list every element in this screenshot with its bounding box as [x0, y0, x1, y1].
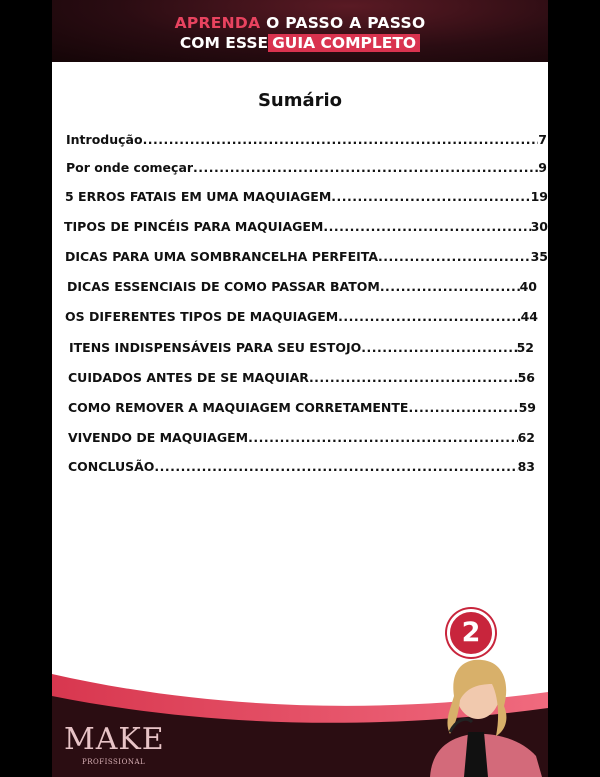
toc-entry[interactable] — [69, 340, 534, 355]
brand-logo — [64, 722, 165, 766]
logo-sub: PROFISSIONAL — [82, 758, 146, 766]
toc-leader — [378, 249, 531, 264]
banner-line-2 — [52, 34, 548, 52]
toc-entry-page: 56 — [517, 370, 535, 385]
toc-entry-page: 59 — [518, 400, 536, 415]
toc-entry-label: DICAS PARA UMA SOMBRANCELHA PERFEITA — [65, 249, 378, 264]
toc-entry[interactable] — [67, 279, 537, 294]
toc-entry-label: Por onde começar — [66, 160, 194, 175]
banner-line-1 — [52, 14, 548, 32]
toc-entry[interactable] — [68, 400, 536, 415]
toc-leader — [338, 309, 520, 324]
toc-leader — [309, 370, 518, 385]
toc-entry-label: CUIDADOS ANTES DE SE MAQUIAR — [68, 370, 309, 385]
toc-entry-page: 52 — [516, 340, 534, 355]
toc-entry-label: CONCLUSÃO — [68, 459, 155, 474]
toc-entry[interactable] — [64, 219, 548, 234]
toc-leader — [323, 219, 530, 234]
toc-leader — [331, 189, 530, 204]
logo-make: MAKE — [64, 722, 165, 757]
toc-entry-label: COMO REMOVER A MAQUIAGEM CORRETAMENTE — [68, 400, 409, 415]
toc-entry-page: 62 — [517, 430, 535, 445]
toc-entry-label: VIVENDO DE MAQUIAGEM — [68, 430, 249, 445]
page-frame — [52, 0, 548, 777]
toc-entry-label: ITENS INDISPENSÁVEIS PARA SEU ESTOJO — [69, 340, 362, 355]
toc-entry[interactable] — [65, 309, 538, 324]
toc-entry[interactable] — [66, 160, 547, 175]
toc-entry[interactable] — [65, 189, 548, 204]
toc-entry-page: 35 — [530, 249, 548, 264]
toc-entry-page: 7 — [538, 132, 547, 147]
toc-entry-page: 30 — [530, 219, 548, 234]
toc-leader — [248, 430, 518, 445]
toc-leader — [143, 132, 539, 147]
toc-leader — [193, 160, 538, 175]
toc-entry[interactable] — [66, 132, 547, 147]
toc-entry[interactable] — [68, 459, 535, 474]
header-banner — [52, 0, 548, 62]
toc-entry[interactable] — [68, 370, 535, 385]
banner-highlight: GUIA COMPLETO — [268, 34, 420, 52]
toc-leader — [154, 459, 517, 474]
toc-entry-label: DICAS ESSENCIAIS DE COMO PASSAR BATOM — [67, 279, 380, 294]
banner-line-2-rest: COM ESSE — [179, 34, 269, 52]
banner-line-1-rest: O PASSO A PASSO — [260, 14, 426, 32]
toc-entry[interactable] — [68, 430, 535, 445]
toc-entry-page: 19 — [530, 189, 548, 204]
toc-entry-label: 5 ERROS FATAIS EM UMA MAQUIAGEM — [65, 189, 332, 204]
toc-entry-label: TIPOS DE PINCÉIS PARA MAQUIAGEM — [64, 219, 324, 234]
toc-leader — [380, 279, 520, 294]
page-number-badge: 2 — [447, 609, 495, 657]
toc-leader — [408, 400, 518, 415]
toc-entry-page: 83 — [517, 459, 535, 474]
banner-accent-word: APRENDA — [174, 14, 261, 32]
toc-entry-label: OS DIFERENTES TIPOS DE MAQUIAGEM — [65, 309, 339, 324]
toc-entry-label: Introdução — [66, 132, 143, 147]
toc-entry[interactable] — [65, 249, 548, 264]
toc-leader — [361, 340, 516, 355]
toc-entry-page: 9 — [538, 160, 547, 175]
toc-entry-page: 44 — [520, 309, 538, 324]
toc-entry-page: 40 — [519, 279, 537, 294]
page-title: Sumário — [257, 90, 343, 111]
